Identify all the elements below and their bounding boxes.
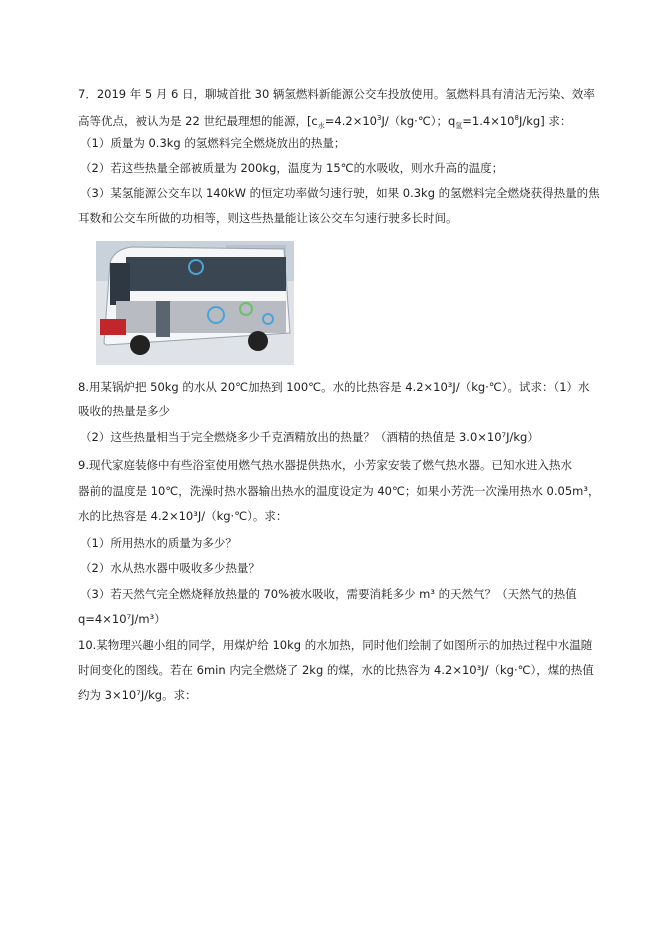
q10-line-1: 10.某物理兴趣小组的同学，用煤炉给 10kg 的水加热，同时他们绘制了如图所示的加热过程中水温随 [78, 638, 593, 652]
q7-line-1: 7．2019 年 5 月 6 日，聊城首批 30 辆氢燃料新能源公交车投放使用。氢燃料具有清洁无污染、效率 [78, 87, 595, 101]
q9-line-3: 水的比热容是 4.2×10³J/（kg·℃）。求： [78, 509, 288, 523]
q7-l2a: 高等优点，被认为是 22 世纪最理想的能源，[c [78, 113, 318, 128]
bus-photo [96, 241, 294, 365]
q8-line-1: 8.用某锅炉把 50kg 的水从 20℃加热到 100℃。水的比热容是 4.2×10³J/（kg·℃）。试求：（1）水 [78, 380, 590, 394]
q9-part-3: （3）若天然气完全燃烧释放热量的 70%被水吸收，需要消耗多少 m³ 的天然气？（天然气的热值 [80, 587, 577, 601]
q9-part-1: （1）所用热水的质量为多少？ [80, 536, 237, 550]
q10-line-2: 时间变化的图线。若在 6min 内完全燃烧了 2kg 的煤，水的比热容为 4.2×10³J/（kg·℃），煤的热值 [78, 663, 594, 677]
q7-line-2 [78, 110, 571, 134]
q9-part-2: （2）水从热水器中吸收多少热量？ [80, 561, 260, 575]
q7-part-3b: 耳数和公交车所做的功相等，则这些热量能让该公交车匀速行驶多长时间。 [78, 211, 458, 225]
q10-line-3: 约为 3×10⁷J/kg。求： [78, 688, 197, 702]
q8-part-2: （2）这些热量相当于完全燃烧多少千克酒精放出的热量？（酒精的热值是 3.0×10⁷J/kg） [80, 430, 539, 444]
sup-2: 8 [514, 114, 519, 122]
q9-part-3b: q=4×10⁷J/m³） [78, 612, 166, 626]
sub-water: 水 [317, 122, 325, 131]
q7-l2b: =4.2×10 [324, 113, 377, 128]
q7-l2c: J/（kg·℃）；q [381, 113, 456, 128]
q9-line-2: 器前的温度是 10℃，洗澡时热水器输出热水的温度设定为 40℃；如果小芳洗一次澡用热水 0.05m³， [78, 484, 600, 498]
q9-line-1: 9.现代家庭装修中有些浴室使用燃气热水器提供热水，小芳家安装了燃气热水器。已知水进入热水 [78, 458, 572, 472]
q7-l2e: J/kg] 求： [518, 113, 572, 128]
bus-icon [96, 241, 294, 365]
q7-l2d: =1.4×10 [462, 113, 515, 128]
sup-1: 3 [376, 114, 382, 122]
q8-line-2: 吸收的热量是多少 [78, 404, 170, 418]
q7-part-1: （1）质量为 0.3kg 的氢燃料完全燃烧放出的热量； [80, 136, 346, 150]
q7-part-2: （2）若这些热量全部被质量为 200kg，温度为 15℃的水吸收，则水升高的温度； [80, 161, 504, 175]
sub-h: 氢 [455, 122, 463, 131]
q7-part-3a: （3）某氢能源公交车以 140kW 的恒定功率做匀速行驶，如果 0.3kg 的氢燃料完全燃烧获得热量的焦 [80, 186, 600, 200]
